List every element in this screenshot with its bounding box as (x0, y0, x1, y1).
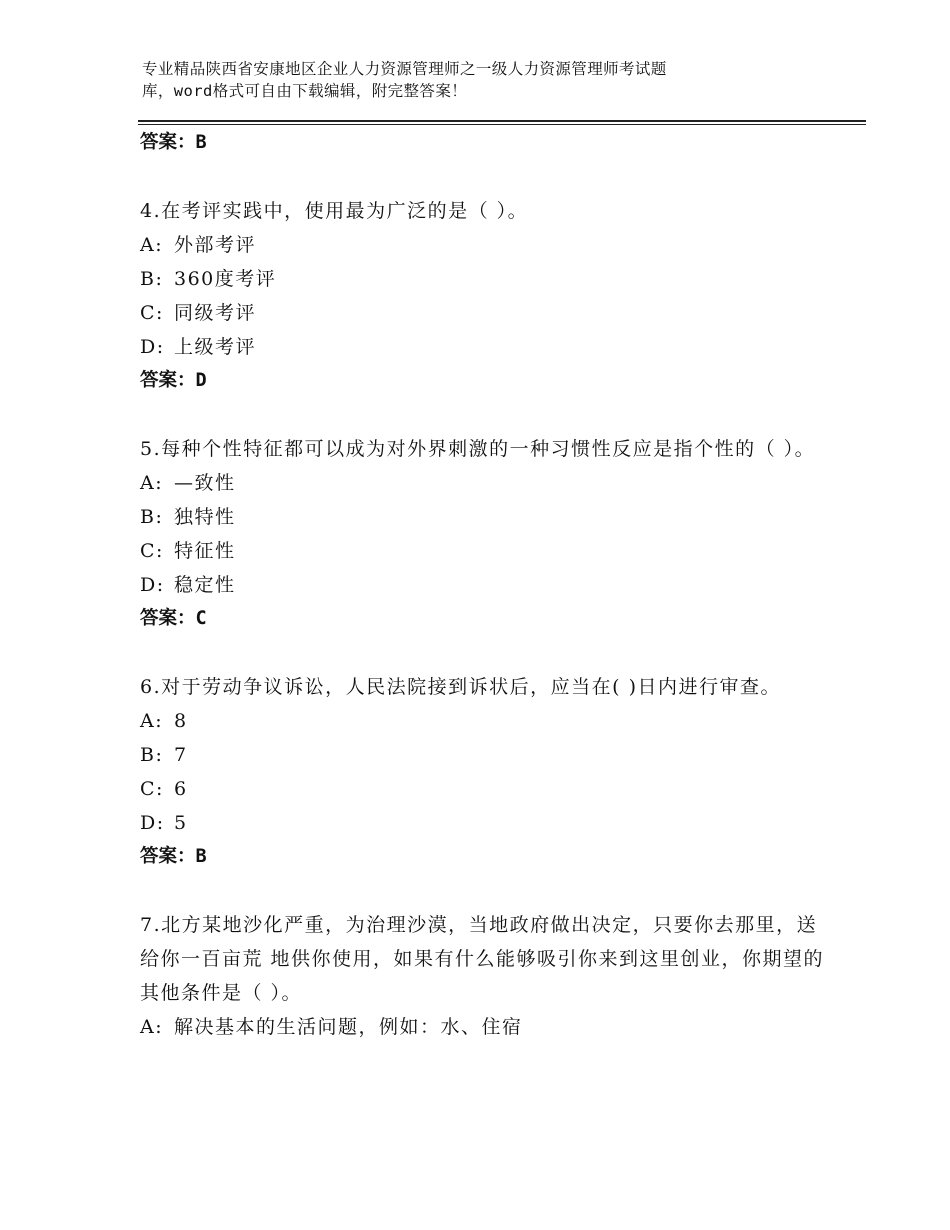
option-a (140, 704, 830, 738)
option-letter: C: (140, 778, 164, 800)
option-b (140, 500, 830, 534)
option-d (140, 568, 830, 602)
option-c (140, 296, 830, 330)
question-list (140, 126, 830, 1044)
option-text: —致性 (174, 472, 236, 494)
option-text: 5 (174, 812, 188, 834)
option-letter: B: (140, 268, 164, 290)
option-letter: A: (140, 472, 164, 494)
option-b (140, 738, 830, 772)
option-letter: C: (140, 302, 164, 324)
option-text: 同级考评 (174, 302, 257, 324)
option-text: 特征性 (174, 540, 236, 562)
option-letter: B: (140, 744, 164, 766)
previous-answer: 答案：B (140, 132, 207, 153)
option-text: 360度考评 (174, 268, 277, 290)
header-divider-thin (138, 124, 866, 125)
question-7 (140, 908, 830, 1044)
question-5 (140, 432, 830, 636)
option-a (140, 228, 830, 262)
option-c (140, 534, 830, 568)
option-text: 独特性 (174, 506, 236, 528)
option-letter: D: (140, 574, 165, 596)
answer-line: 答案：C (140, 608, 207, 629)
option-letter: A: (140, 1016, 164, 1038)
question-stem: 7.北方某地沙化严重，为治理沙漠，当地政府做出决定，只要你去那里，送给你一百亩荒 地供你使用，如果有什么能够吸引你来到这里创业，你期望的其他条件是（ ）。 (140, 914, 825, 1004)
option-a (140, 1010, 830, 1044)
document-header (142, 58, 802, 102)
question-stem: 6.对于劳动争议诉讼，人民法院接到诉状后，应当在( )日内进行审查。 (140, 676, 781, 698)
option-letter: D: (140, 336, 165, 358)
question-4 (140, 194, 830, 398)
header-line-2: 库，word格式可自由下载编辑，附完整答案！ (142, 82, 468, 100)
option-b (140, 262, 830, 296)
answer-line: 答案：B (140, 846, 207, 867)
option-text: 8 (174, 710, 188, 732)
option-text: 外部考评 (174, 234, 257, 256)
option-text: 稳定性 (174, 574, 236, 596)
option-c (140, 772, 830, 806)
option-a (140, 466, 830, 500)
option-text: 7 (174, 744, 188, 766)
option-letter: A: (140, 710, 164, 732)
option-letter: B: (140, 506, 164, 528)
answer-line: 答案：D (140, 370, 207, 391)
question-6 (140, 670, 830, 874)
option-d (140, 806, 830, 840)
option-text: 上级考评 (174, 336, 257, 358)
option-letter: A: (140, 234, 164, 256)
header-divider-thick (138, 120, 866, 122)
option-text: 6 (174, 778, 188, 800)
option-letter: D: (140, 812, 165, 834)
option-letter: C: (140, 540, 164, 562)
question-stem: 5.每种个性特征都可以成为对外界刺激的一种习惯性反应是指个性的（ ）。 (140, 438, 816, 460)
option-d (140, 330, 830, 364)
question-stem: 4.在考评实践中，使用最为广泛的是（ ）。 (140, 200, 529, 222)
header-line-1: 专业精品陕西省安康地区企业人力资源管理师之一级人力资源管理师考试题 (142, 60, 667, 78)
option-text: 解决基本的生活问题，例如：水、住宿 (174, 1016, 523, 1038)
